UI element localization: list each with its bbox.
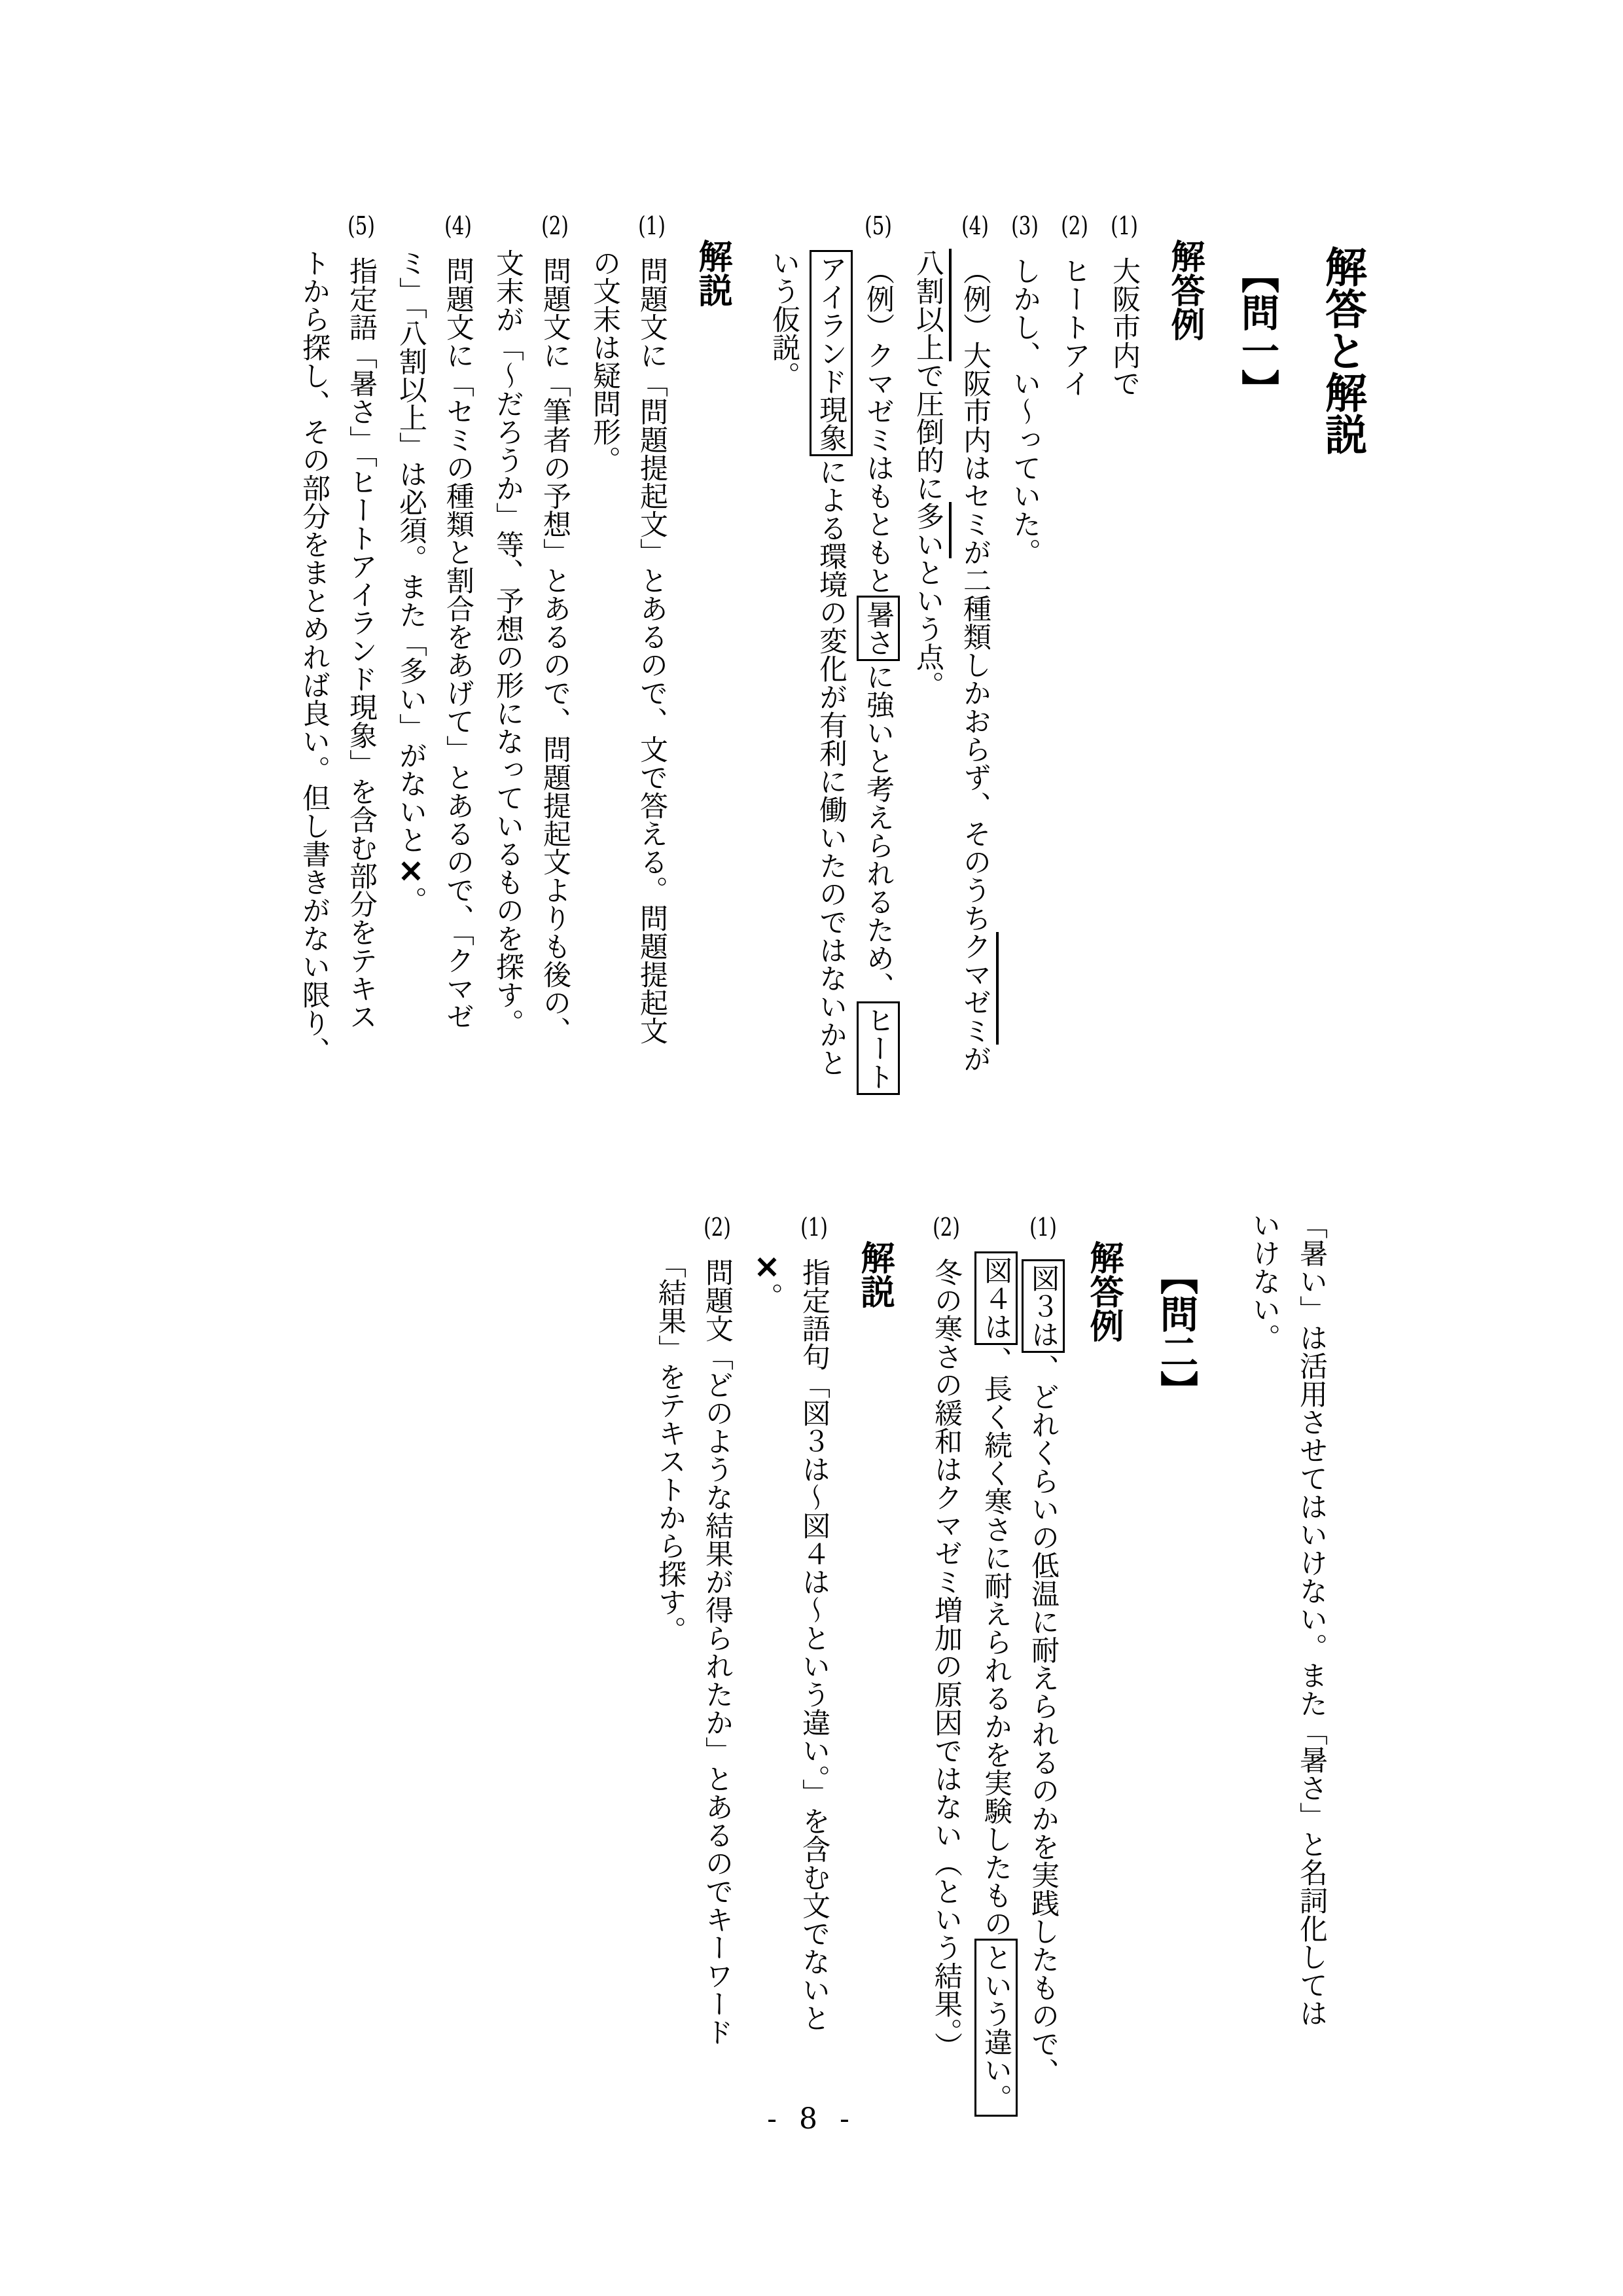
boxed-keyword: ヒート (857, 1001, 900, 1095)
q1-explanation-1 (581, 209, 675, 1191)
q1-answers-heading: 解答例 (1165, 239, 1204, 341)
item-number: (2) (704, 1215, 731, 1240)
wrong-mark: × (397, 853, 425, 886)
emphasized-text: 多い (912, 502, 952, 558)
page-number: - 8 - (767, 2102, 856, 2136)
text-line (531, 209, 579, 1191)
boxed-keyword: 図３は (1022, 1259, 1065, 1353)
text-line (743, 1211, 791, 2193)
item-number: (2) (541, 213, 569, 238)
q1-explanation-5-continued (1241, 1211, 1335, 2193)
answer-text: いう仮説。 (768, 249, 800, 389)
question2-section (644, 1211, 1335, 2193)
explanation-text: 「結果」をテキストから探す。 (654, 1250, 687, 1644)
answer-text: 、どれくらいの低温に耐えられるのかを実践したもので、 (1027, 1354, 1060, 2086)
question2-heading: 【問二】 (1154, 1257, 1198, 1408)
boxed-keyword: 暑さ (857, 596, 900, 661)
text-line (904, 209, 952, 1191)
item-number: (2) (933, 1215, 960, 1240)
explanation-text: 問題文に「セミの種類と割合をあげて」とあるので、「クマゼ (442, 257, 474, 1031)
text-line (647, 1211, 694, 2193)
item-number: (1) (638, 213, 666, 238)
q1-explanations-heading: 解説 (692, 239, 732, 307)
text-line (435, 209, 482, 1191)
q1-explanation-2 (484, 209, 579, 1191)
page-title: 解答と解説 (1318, 245, 1366, 455)
boxed-keyword: という違い。 (974, 1939, 1018, 2117)
item-number: (5) (865, 213, 892, 238)
q1-explanation-5 (291, 209, 385, 1191)
answer-text: 大阪市内で (1108, 257, 1141, 397)
explanation-text: 。 (395, 886, 427, 914)
text-line (387, 209, 435, 1191)
explanation-text: の文末は疑問形。 (588, 249, 621, 474)
answer-text: という点。 (912, 558, 944, 699)
explanation-text: いけない。 (1248, 1211, 1281, 1352)
explanation-text: 指定語「暑さ」「ヒートアイランド現象」を含む部分をテキス (345, 257, 378, 1031)
explanation-text: 問題文に「筆者の予想」とあるので、問題提起文よりも後の、 (539, 257, 571, 1045)
q2-answer-1 (972, 1211, 1067, 2193)
answer-text: ヒートアイ (1058, 257, 1091, 397)
item-number: (2) (1061, 213, 1088, 238)
answer-text: が (959, 1045, 991, 1073)
text-line (628, 209, 675, 1191)
answer-text: に強いと考えられるため、 (862, 662, 895, 1000)
item-number: (4) (961, 213, 989, 238)
explanation-text: 問題文に「問題提起文」とあるので、文で答える。問題提起文 (635, 257, 668, 1045)
text-line (291, 209, 338, 1191)
q2-answer-2 (923, 1211, 970, 2193)
answer-text: （例）クマゼミはもともと (862, 257, 895, 594)
answer-text: で圧倒的に (912, 361, 944, 502)
text-line (694, 1211, 741, 2193)
q2-answers-heading: 解答例 (1084, 1240, 1123, 1342)
item-number: (1) (1029, 1215, 1057, 1240)
text-line (484, 209, 531, 1191)
text-line (791, 1211, 838, 2193)
item-number: (4) (444, 213, 472, 238)
boxed-keyword: 図４は (974, 1251, 1018, 1345)
question1-section (288, 209, 1374, 1191)
text-line (808, 209, 855, 1191)
text-line (581, 209, 628, 1191)
explanation-text: 「暑い」は活用させてはいけない。また「暑さ」と名詞化しては (1295, 1211, 1328, 2027)
explanation-text: 。 (751, 1282, 783, 1311)
item-number: (1) (1111, 213, 1138, 238)
text-line (1288, 1211, 1335, 2193)
explanation-text: 指定語句「図３は～図４は～という違い。」を含む文でないと (798, 1258, 830, 2032)
text-line (855, 209, 902, 1191)
text-line (1020, 1211, 1067, 2193)
text-line (952, 209, 999, 1191)
answer-text: による環境の変化が有利に働いたのではないかと (815, 457, 847, 1077)
text-line (972, 1211, 1020, 2193)
item-number: (3) (1011, 213, 1039, 238)
question1-heading: 【問一】 (1235, 255, 1279, 407)
q1-explanation-4 (387, 209, 482, 1191)
answer-text: しかし、い～っていた。 (1008, 257, 1041, 566)
emphasized-text: 八割以上 (912, 249, 952, 361)
q1-answer-5 (760, 209, 902, 1191)
q1-answer-3 (1001, 209, 1048, 1191)
explanation-text: ミ」「八割以上」は必須。また「多い」がないと (395, 249, 427, 854)
q1-answer-2 (1051, 209, 1098, 1191)
text-line (1051, 209, 1098, 1191)
text-line (338, 209, 385, 1191)
q2-explanation-2 (647, 1211, 741, 2193)
boxed-keyword: アイランド現象 (810, 250, 853, 456)
answer-text: 冬の寒さの緩和はクマゼミ増加の原因ではない（という結果。） (930, 1258, 963, 2060)
text-line (760, 209, 808, 1191)
emphasized-text: クマゼミ (959, 932, 999, 1045)
q1-answer-1 (1101, 209, 1148, 1191)
text-line (923, 1211, 970, 2193)
explanation-text: 問題文「どのような結果が得られたか」とあるのでキーワード (701, 1258, 734, 2046)
answer-text: 、長く続く寒さに耐えられるかを実験したもの (980, 1346, 1012, 1937)
text-line (1101, 209, 1148, 1191)
q2-explanations-heading: 解説 (855, 1240, 894, 1308)
explanation-text: 文末が「～だろうか」等、予想の形になっているものを探す。 (491, 249, 524, 1037)
item-number: (1) (800, 1215, 828, 1240)
wrong-mark: × (753, 1250, 781, 1283)
text-line (1001, 209, 1048, 1191)
q1-answer-4 (904, 209, 999, 1191)
q2-explanation-1 (743, 1211, 838, 2193)
answer-text: （例）大阪市内はセミが二種類しかおらず、そのうち (959, 257, 991, 932)
text-line (1241, 1211, 1288, 2193)
explanation-text: トから探し、その部分をまとめれば良い。但し書きがない限り、 (298, 249, 330, 1065)
item-number: (5) (348, 213, 375, 238)
